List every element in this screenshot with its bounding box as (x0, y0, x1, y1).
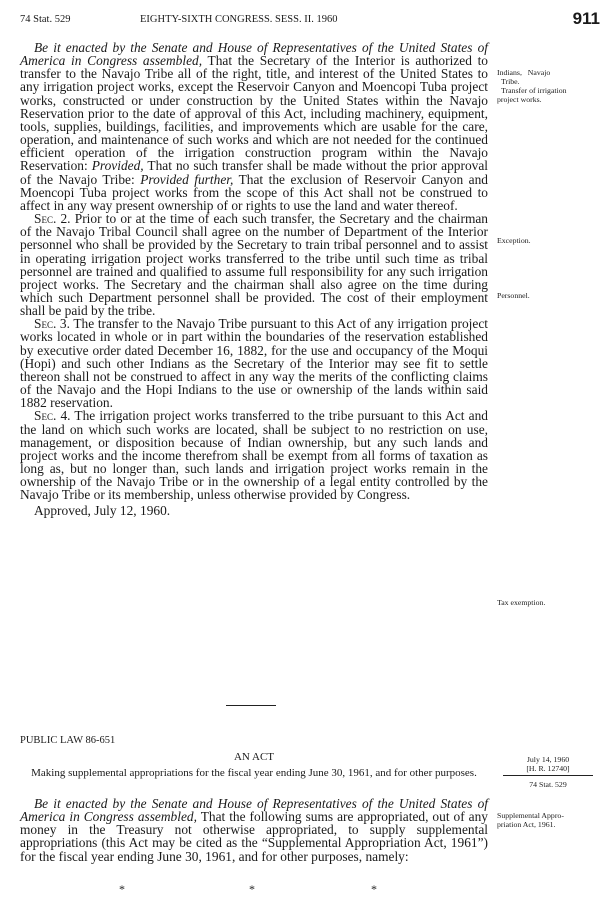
law2-body (20, 797, 488, 863)
header-congress-session: EIGHTY-SIXTH CONGRESS. SESS. II. 1960 (140, 14, 338, 25)
enacting-clause: Be it enacted by the Senate and House of Representatives of the United States of America in Congress assembled, (20, 40, 488, 69)
law1-body (20, 41, 488, 518)
stat-citation: 74 Stat. 529 (529, 780, 567, 789)
public-law-title: PUBLIC LAW 86-651 (20, 735, 116, 746)
section-label: Sec. 2. (34, 211, 71, 227)
margin-note-supplemental: Supplemental Appro- priation Act, 1961. (497, 811, 564, 829)
law2-section1: Be it enacted by the Senate and House of Representatives of the United States of America in Congress assembled, That the following sums are appropriated, out of any money in the Treasury not otherwise appropriated, to supply supplemental appropriations (this Act may be cited as the “Supplemental Appropriation Act, 1961”) for the fiscal year ending June 30, 1961, and for other purposes, namely: (20, 796, 488, 864)
an-act-heading: AN ACT (233, 751, 275, 763)
star-1: * (119, 882, 125, 896)
section-label: Sec. 4. (34, 408, 71, 424)
margin-note-indians: Indians, Navajo Tribe. Transfer of irrigation project works. (497, 68, 567, 104)
margin-rule (503, 775, 593, 776)
law1-section1: Be it enacted by the Senate and House of Representatives of the United States of America in Congress assembled, That the Secretary of the Interior is authorized to transfer to the Navajo Tribe all of the right, title, and interest of the United States to any irrigation project works, except the Reservoir Canyon and Moencopi Tuba project works, constructed or under construction by the United States within the Navajo Reservation prior to the date of approval of this Act, including machinery, equipment, tools, supplies, buildings, facilities, and improvements which are usable for the care, operation, and maintenance of such works and which are not needed for the continued efficient operation of the irrigation construction program within the Navajo Reservation: Provided, That no such transfer shall be made without the prior approval of the Navajo Tribe: Provided further, That the exclusion of Reservoir Canyon and Moencopi Tuba project works from the scope of this Act shall not be construed to affect in any way present ownership of or rights to use the land and water thereof. (20, 40, 489, 213)
header-stat-ref: 74 Stat. 529 (20, 14, 71, 25)
act-purpose: Making supplemental appropriations for the fiscal year ending June 30, 1961, and for other purposes. (31, 767, 477, 779)
star-3: * (371, 882, 377, 896)
law1-section3: Sec. 3. The transfer to the Navajo Tribe pursuant to this Act of any irrigation project works located in whole or in part within the boundaries of the reservation established by executive order dated December 16, 1882, for the use and occupancy of the Moqui (Hopi) and such other Indians as the Secretary of the Interior may see fit to settle thereon shall not be construed to affect in any way the merits of the conflicting claims of the Navajo and the Hopi Indians to the use or ownership of the lands within said 1882 reservation. (20, 316, 489, 411)
approved-line: Approved, July 12, 1960. (34, 503, 171, 519)
margin-note-date-bill (503, 755, 593, 789)
margin-note-tax-exemption: Tax exemption. (497, 598, 546, 607)
enacting-clause: Be it enacted by the Senate and House of Representatives of the United States of America in Congress assembled, (20, 796, 488, 825)
approval-date: July 14, 1960 (526, 755, 570, 764)
law1-section4: Sec. 4. The irrigation project works transferred to the tribe pursuant to this Act and the land on which such works are located, shall be subject to no restriction on use, management, or disposition because of Indian ownership, but any such lands and project works and the income therefrom shall be exempt from all forms of taxation as long as, but no longer than, such lands and irrigation project works remain in the ownership of the Navajo Tribe or in the ownership of a legal entity controlled by the Navajo Tribe or its membership, unless otherwise provided by Congress. (20, 408, 488, 503)
margin-note-personnel: Personnel. (497, 291, 530, 300)
section-label: Sec. 3. (34, 316, 70, 332)
star-2: * (249, 882, 255, 896)
ellipsis-stars (0, 882, 612, 898)
margin-note-exception: Exception. (497, 236, 531, 245)
law1-section2: Sec. 2. Prior to or at the time of each such transfer, the Secretary and the chairman of the Navajo Tribal Council shall agree on the number of Department of the Interior personnel who shall be provided by the Secretary to train tribal personnel and to assist in operating irrigation project works transferred to the tribe until such time as tribal personnel are trained and qualified to assume full responsibility for any such irrigation project works. The Secretary and the chairman shall also agree on the time during which such Department personnel shall be provided. The cost of their employment shall be paid by the tribe. (20, 211, 489, 319)
page-number: 911 (572, 9, 600, 28)
section-divider (226, 705, 276, 706)
bill-number: [H. R. 12740] (526, 764, 570, 773)
